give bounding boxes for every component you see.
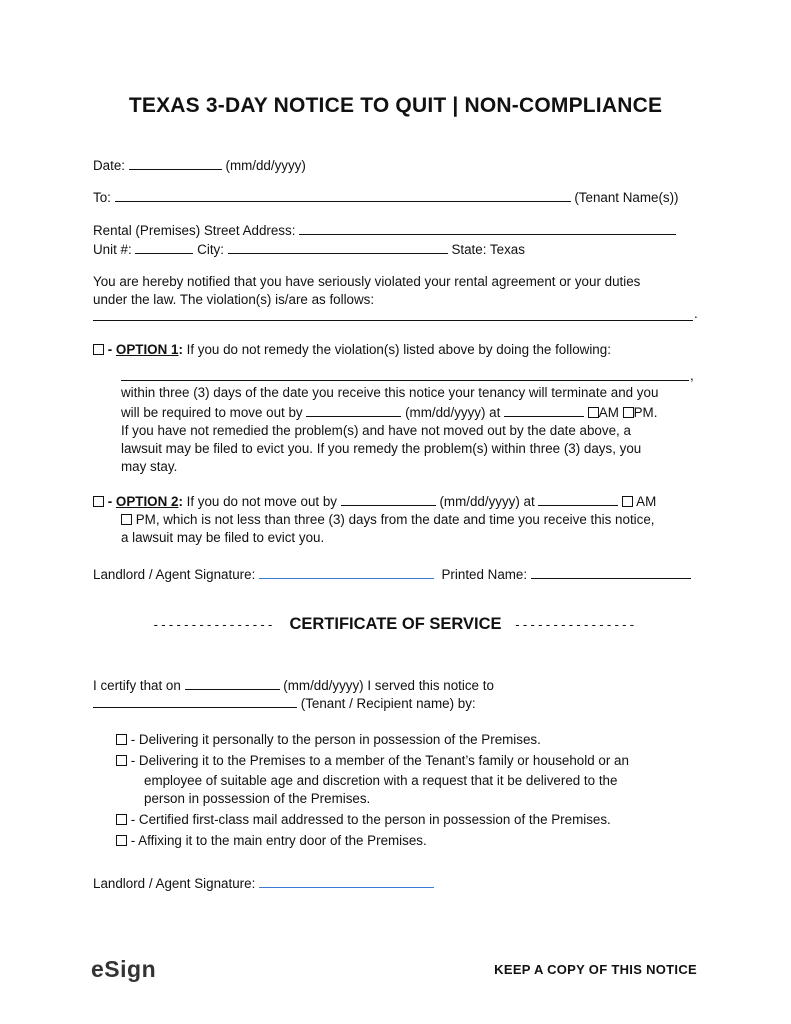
landlord-signature-input[interactable] (259, 564, 434, 579)
date-format: (mm/dd/yyyy) (225, 158, 306, 173)
option-2-pm-checkbox[interactable] (121, 514, 132, 525)
method-2 (116, 753, 629, 768)
option-1-text: If you do not remedy the violation(s) listed above by doing the following: (182, 342, 611, 357)
method-1-checkbox[interactable] (116, 734, 127, 745)
method-2-checkbox[interactable] (116, 755, 127, 766)
am-label: AM (598, 405, 619, 420)
option-2-time-input[interactable] (538, 491, 618, 506)
option-1-dash: - (107, 342, 116, 357)
certificate-dashes-right: ---------------- (515, 617, 638, 632)
violations-period: . (694, 306, 698, 321)
option-2-am-checkbox[interactable] (622, 496, 633, 507)
option-2-text: If you do not move out by (182, 494, 337, 509)
notice-line-1: You are hereby notified that you have seriously violated your rental agreement or your duties (93, 274, 641, 289)
signature-row (93, 564, 691, 582)
pm-label: PM. (633, 405, 658, 420)
option-1-line-1: within three (3) days of the date you receive this notice your tenancy will terminate and you (121, 385, 659, 400)
move-out-time-input[interactable] (504, 402, 584, 417)
certify-text-a: I certify that on (93, 678, 181, 693)
esign-logo: eSign (91, 956, 157, 982)
method-2-line-2: employee of suitable age and discretion with a request that it be delivered to the (144, 773, 618, 788)
printed-name-input[interactable] (531, 564, 691, 579)
notice-line-2: under the law. The violation(s) is/are as follows: (93, 292, 375, 307)
method-1-text: - Delivering it personally to the person in possession of the Premises. (130, 732, 541, 747)
unit-label: Unit #: (93, 242, 132, 257)
option-1-label: OPTION 1 (115, 342, 179, 357)
option-1-am-checkbox[interactable] (588, 407, 599, 418)
option-1-checkbox[interactable] (93, 344, 104, 355)
method-3-checkbox[interactable] (116, 814, 127, 825)
recipient-label: (Tenant / Recipient name) by: (300, 696, 476, 711)
method-3-text: - Certified first-class mail addressed to the person in possession of the Premises. (130, 812, 611, 827)
state-value: Texas (489, 242, 525, 257)
option-2-checkbox[interactable] (93, 496, 104, 507)
option-2-row (93, 491, 656, 509)
violations-input[interactable] (93, 306, 693, 321)
date-row (93, 155, 306, 173)
option-1-colon: : (178, 342, 183, 357)
option-1-line-4: lawsuit may be filed to evict you. If you remedy the problem(s) within three (3) days, you (121, 441, 642, 456)
option-1-row (93, 342, 611, 357)
certify-text-b: (mm/dd/yyyy) I served this notice to (283, 678, 494, 693)
option-2-label: OPTION 2 (115, 494, 179, 509)
unit-input[interactable] (135, 239, 193, 254)
keep-copy-notice: KEEP A COPY OF THIS NOTICE (494, 962, 697, 977)
service-date-input[interactable] (185, 675, 280, 690)
date-format-at: (mm/dd/yyyy) at (405, 405, 501, 420)
remedy-comma: , (690, 368, 694, 383)
certificate-signature-row (93, 873, 434, 891)
option-2-body (121, 511, 655, 547)
printed-name-label: Printed Name: (441, 567, 528, 582)
certify-row (93, 675, 494, 693)
option-2-pm-text: PM, which is not less than three (3) days from the date and time you receive this notice, (135, 512, 655, 527)
method-4-checkbox[interactable] (116, 835, 127, 846)
date-label: Date: (93, 158, 126, 173)
to-label: To: (93, 190, 111, 205)
option-2-dash: - (107, 494, 116, 509)
option-1-pm-checkbox[interactable] (623, 407, 634, 418)
remedy-input[interactable] (121, 366, 689, 381)
certificate-signature-input[interactable] (259, 873, 434, 888)
city-label: City: (197, 242, 224, 257)
street-address-input[interactable] (299, 220, 676, 235)
document-title: TEXAS 3-DAY NOTICE TO QUIT | NON-COMPLIANCE (128, 94, 663, 117)
unit-city-row (93, 239, 525, 257)
city-input[interactable] (228, 239, 448, 254)
move-out-text: will be required to move out by (121, 405, 303, 420)
method-2-text: - Delivering it to the Premises to a member of the Tenant’s family or household or an (130, 753, 629, 768)
certificate-title: CERTIFICATE OF SERVICE (289, 615, 502, 633)
certificate-signature-label: Landlord / Agent Signature: (93, 876, 256, 891)
certificate-heading (0, 615, 791, 634)
method-1 (116, 732, 541, 747)
landlord-signature-label: Landlord / Agent Signature: (93, 567, 256, 582)
option-2-colon: : (178, 494, 183, 509)
method-2-continued (144, 772, 617, 808)
state-label: State: (451, 242, 487, 257)
tenant-name-suffix: (Tenant Name(s)) (574, 190, 679, 205)
option-1-line-5: may stay. (121, 459, 178, 474)
notice-paragraph (93, 273, 640, 309)
recipient-row (93, 693, 476, 711)
move-out-date-input[interactable] (306, 402, 401, 417)
option-2-format-at: (mm/dd/yyyy) at (439, 494, 535, 509)
option-1-line-2 (121, 402, 658, 422)
method-4 (116, 833, 427, 848)
option-2-date-input[interactable] (341, 491, 436, 506)
date-input[interactable] (129, 155, 222, 170)
method-4-text: - Affixing it to the main entry door of the Premises. (130, 833, 427, 848)
to-row (93, 187, 679, 205)
option-1-line-3: If you have not remedied the problem(s) and have not moved out by the date above, a (121, 423, 631, 438)
certificate-dashes-left: ---------------- (153, 617, 276, 632)
method-2-line-3: person in possession of the Premises. (144, 791, 371, 806)
method-3 (116, 812, 611, 827)
option-2-line-3: a lawsuit may be filed to evict you. (121, 530, 325, 545)
option-2-line-2 (121, 511, 655, 529)
option-2-am-label: AM (636, 494, 657, 509)
option-1-body (121, 384, 658, 476)
street-address-label: Rental (Premises) Street Address: (93, 223, 296, 238)
recipient-name-input[interactable] (93, 693, 297, 708)
tenant-name-input[interactable] (115, 187, 571, 202)
street-address-row (93, 220, 676, 238)
